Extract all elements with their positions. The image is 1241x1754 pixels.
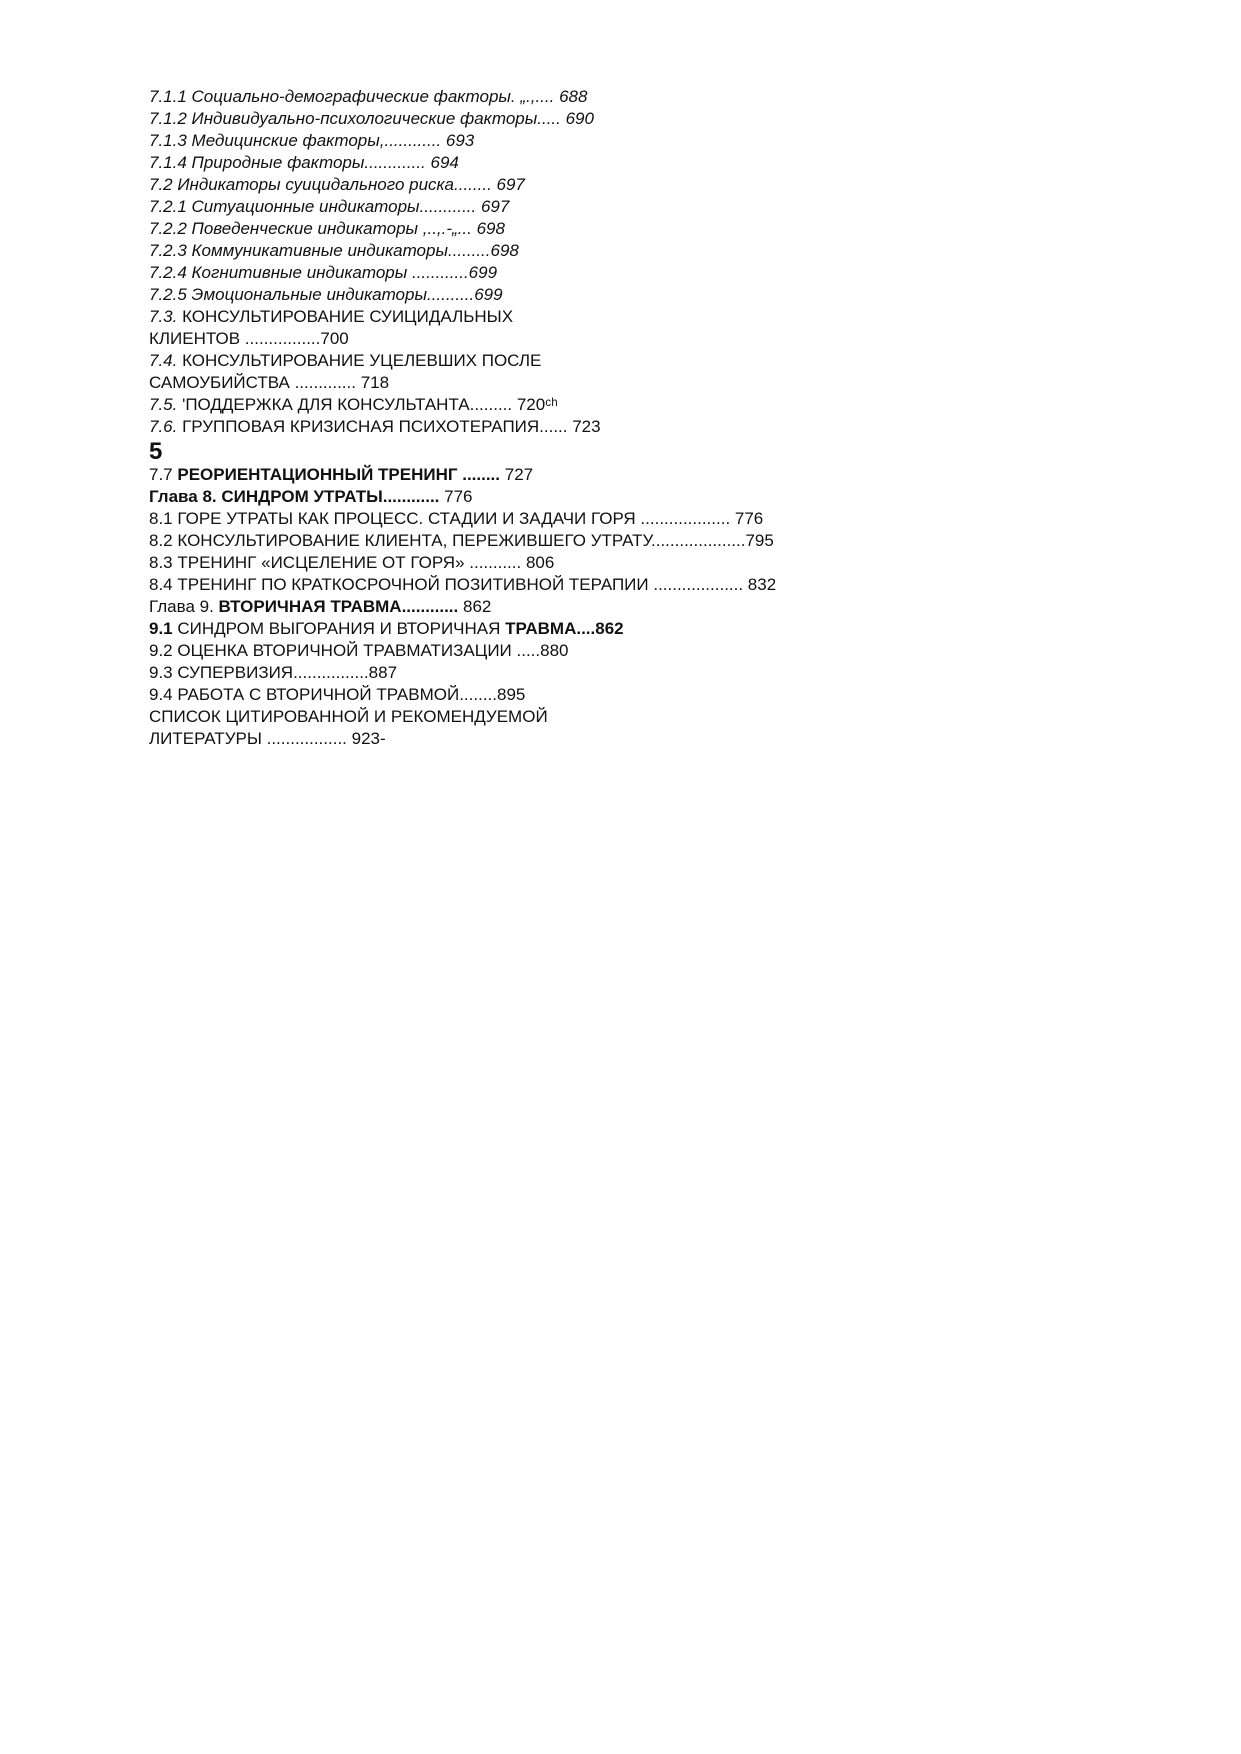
toc-chapter-title: Глава 8. СИНДРОМ УТРАТЫ............: [149, 487, 440, 506]
toc-entry-page: 776: [439, 487, 473, 506]
toc-entry-7-3-continued: КЛИЕНТОВ ................700: [149, 329, 349, 348]
toc-entry-7-1-1: 7.1.1 Социально-демографические факторы. „.,.... 688: [149, 87, 588, 106]
toc-entry-7-1-2: 7.1.2 Индивидуально-психологические факторы..... 690: [149, 109, 594, 128]
toc-entry-7-2-2: 7.2.2 Поведенческие индикаторы ,..,.-„... 698: [149, 219, 505, 238]
toc-entry-7-1-3: 7.1.3 Медицинские факторы,............ 693: [149, 131, 475, 150]
toc-entry-7-1-4: 7.1.4 Природные факторы............. 694: [149, 153, 459, 172]
toc-entry-number: 7.4.: [149, 351, 178, 370]
toc-entry-title: 'ПОДДЕРЖКА ДЛЯ КОНСУЛЬТАНТА......... 720ᶜʰ: [177, 395, 558, 414]
toc-entry-7-4: [149, 350, 909, 372]
toc-entry-8-3: 8.3 ТРЕНИНГ «ИСЦЕЛЕНИЕ ОТ ГОРЯ» ........... 806: [149, 553, 555, 572]
toc-chapter-title: ВТОРИЧНАЯ ТРАВМА............: [218, 597, 459, 616]
toc-entry-number: 7.3.: [149, 307, 178, 326]
toc-entry-8-1: 8.1 ГОРЕ УТРАТЫ КАК ПРОЦЕСС. СТАДИИ И ЗАДАЧИ ГОРЯ ................... 776: [149, 509, 764, 528]
toc-entry-7-6: [149, 416, 909, 438]
toc-entry-title: СИНДРОМ ВЫГОРАНИЯ И ВТОРИЧНАЯ: [172, 619, 506, 638]
toc-entry-number: 7.6.: [149, 417, 178, 436]
toc-chapter-prefix: Глава 9.: [149, 597, 219, 616]
toc-entry-title: РЕОРИЕНТАЦИОННЫЙ ТРЕНИНГ ........: [177, 465, 501, 484]
toc-entry-9-3: 9.3 СУПЕРВИЗИЯ................887: [149, 663, 398, 682]
toc-chapter-8: [149, 486, 909, 508]
toc-entry-7-3: [149, 306, 909, 328]
toc-entry-number: 7.7: [149, 465, 178, 484]
toc-entry-7-5: [149, 394, 909, 416]
toc-chapter-9: [149, 596, 909, 618]
toc-entry-9-1: [149, 618, 909, 640]
toc-entry-page: 862: [458, 597, 492, 616]
toc-entry-7-2-5: 7.2.5 Эмоциональные индикаторы..........699: [149, 285, 503, 304]
toc-entry-title: ГРУППОВАЯ КРИЗИСНАЯ ПСИХОТЕРАПИЯ...... 723: [177, 417, 601, 436]
toc-entry-9-2: 9.2 ОЦЕНКА ВТОРИЧНОЙ ТРАВМАТИЗАЦИИ .....880: [149, 641, 569, 660]
table-of-contents: [149, 86, 909, 750]
toc-entry-number: 7.5.: [149, 395, 178, 414]
toc-entry-7-2-1: 7.2.1 Ситуационные индикаторы............ 697: [149, 197, 510, 216]
toc-entry-8-4: 8.4 ТРЕНИНГ ПО КРАТКОСРОЧНОЙ ПОЗИТИВНОЙ ТЕРАПИИ ................... 832: [149, 575, 777, 594]
toc-entry-7-4-continued: САМОУБИЙСТВА ............. 718: [149, 373, 390, 392]
toc-entry-7-2-3: 7.2.3 Коммуникативные индикаторы.........698: [149, 241, 519, 260]
toc-bibliography: СПИСОК ЦИТИРОВАННОЙ И РЕКОМЕНДУЕМОЙ: [149, 707, 548, 726]
toc-entry-number: 9.1: [149, 619, 173, 638]
toc-entry-7-2-4: 7.2.4 Когнитивные индикаторы ............699: [149, 263, 498, 282]
toc-entry-8-2: 8.2 КОНСУЛЬТИРОВАНИЕ КЛИЕНТА, ПЕРЕЖИВШЕГО УТРАТУ....................795: [149, 531, 774, 550]
page-number: 5: [149, 438, 163, 465]
toc-entry-title: КОНСУЛЬТИРОВАНИЕ СУИЦИДАЛЬНЫХ: [177, 307, 514, 326]
toc-entry-7-7: [149, 464, 909, 486]
toc-entry-9-4: 9.4 РАБОТА С ВТОРИЧНОЙ ТРАВМОЙ........895: [149, 685, 526, 704]
toc-bibliography-continued: ЛИТЕРАТУРЫ ................. 923-: [149, 729, 386, 748]
toc-entry-title-bold: ТРАВМА....862: [505, 619, 624, 638]
toc-entry-page: 727: [500, 465, 534, 484]
toc-entry-7-2: 7.2 Индикаторы суицидального риска........ 697: [149, 175, 525, 194]
toc-entry-title: КОНСУЛЬТИРОВАНИЕ УЦЕЛЕВШИХ ПОСЛЕ: [177, 351, 542, 370]
